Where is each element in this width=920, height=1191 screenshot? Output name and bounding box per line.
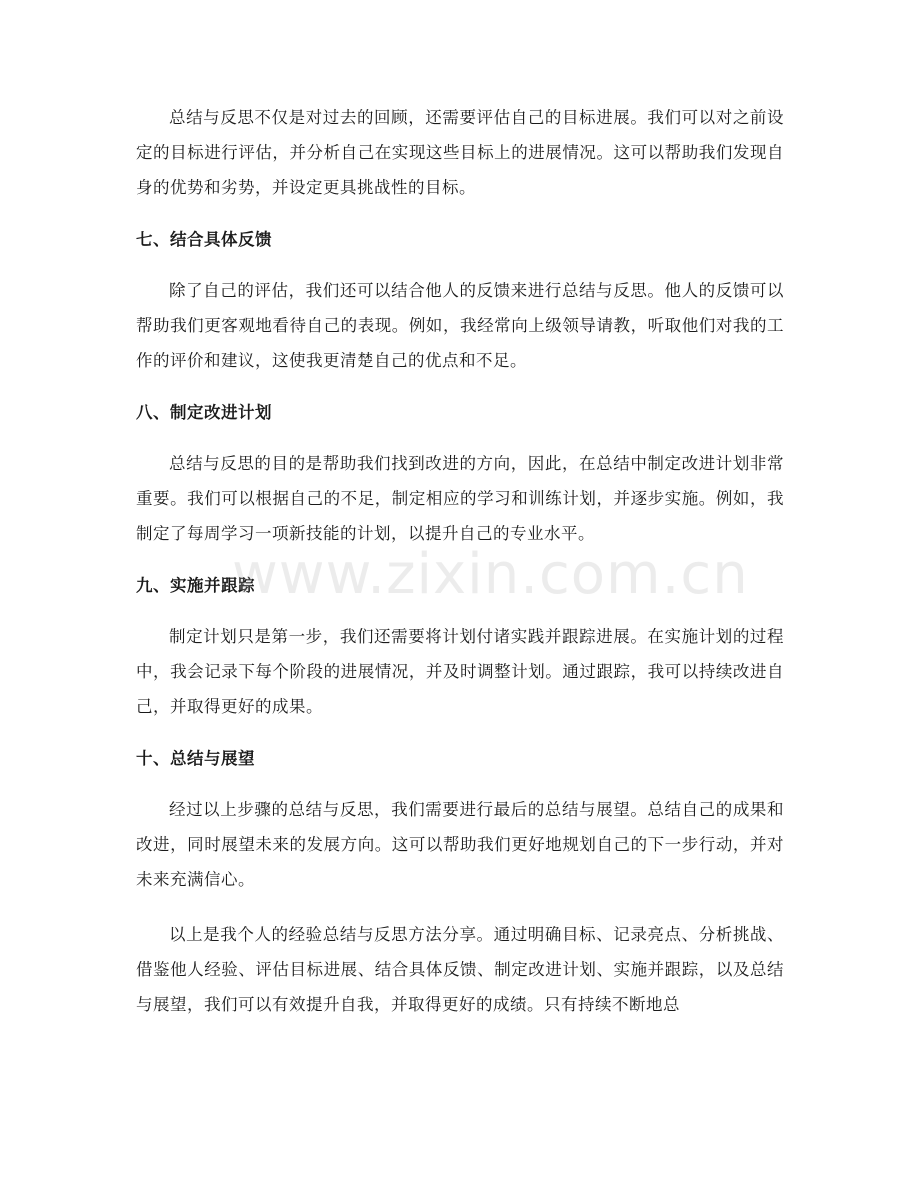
paragraph-goal-progress: 总结与反思不仅是对过去的回顾，还需要评估自己的目标进展。我们可以对之前设定的目标进行评估，并分析自己在实现这些目标上的进展情况。这可以帮助我们发现自身的优势和劣势，并设定更具挑战性的目标。 xyxy=(136,108,784,197)
section-heading-8: 八、制定改进计划 xyxy=(136,403,272,422)
paragraph-improvement-plan: 总结与反思的目的是帮助我们找到改进的方向，因此，在总结中制定改进计划非常重要。我们可以根据自己的不足，制定相应的学习和训练计划，并逐步实施。例如，我制定了每周学习一项新技能的计划，以提升自己的专业水平。 xyxy=(136,454,784,543)
section-heading-10: 十、总结与展望 xyxy=(136,749,255,768)
section-heading-9: 九、实施并跟踪 xyxy=(136,576,255,595)
section-heading-7: 七、结合具体反馈 xyxy=(136,230,272,249)
paragraph-conclusion: 以上是我个人的经验总结与反思方法分享。通过明确目标、记录亮点、分析挑战、借鉴他人经验、评估目标进展、结合具体反馈、制定改进计划、实施并跟踪，以及总结与展望，我们可以有效提升自我，并取得更好的成绩。只有持续不断地总 xyxy=(136,925,784,1014)
document-body xyxy=(136,100,784,1042)
paragraph-implement-track: 制定计划只是第一步，我们还需要将计划付诸实践并跟踪进展。在实施计划的过程中，我会记录下每个阶段的进展情况，并及时调整计划。通过跟踪，我可以持续改进自己，并取得更好的成果。 xyxy=(136,627,784,716)
paragraph-summary-outlook: 经过以上步骤的总结与反思，我们需要进行最后的总结与展望。总结自己的成果和改进，同时展望未来的发展方向。这可以帮助我们更好地规划自己的下一步行动，并对未来充满信心。 xyxy=(136,800,784,889)
paragraph-feedback: 除了自己的评估，我们还可以结合他人的反馈来进行总结与反思。他人的反馈可以帮助我们更客观地看待自己的表现。例如，我经常向上级领导请教，听取他们对我的工作的评价和建议，这使我更清楚自己的优点和不足。 xyxy=(136,281,784,370)
watermark-text: www.zixin.com.cn xyxy=(232,542,749,607)
